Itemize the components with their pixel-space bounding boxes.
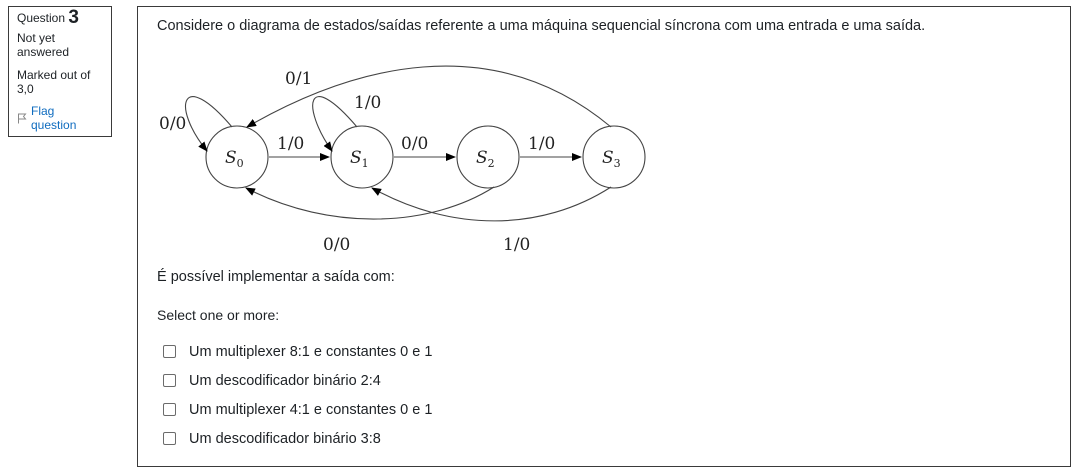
state-label-s0: $S_0$ [225, 148, 244, 170]
edge-label-s0-self: 0/0 [159, 114, 187, 134]
answer-label[interactable]: Um descodificador binário 2:4 [189, 372, 381, 389]
answer-checkbox[interactable] [163, 374, 176, 387]
question-number-value: 3 [68, 7, 79, 28]
answer-label[interactable]: Um multiplexer 8:1 e constantes 0 e 1 [189, 343, 433, 360]
answer-checkbox[interactable] [163, 403, 176, 416]
state-label-s2: $S_2$ [476, 148, 495, 170]
answer-label[interactable]: Um descodificador binário 3:8 [189, 430, 381, 447]
answer-checkbox[interactable] [163, 345, 176, 358]
answer-option[interactable] [163, 366, 432, 395]
question-prompt: É possível implementar a saída com: [157, 269, 395, 285]
edge-label-s2-s3: 1/0 [528, 134, 556, 154]
question-number [17, 7, 103, 28]
state-diagram [151, 57, 671, 257]
state-label-s3: $S_3$ [602, 148, 621, 170]
select-instruction: Select one or more: [157, 307, 280, 323]
edge-label-s1-s2: 0/0 [401, 134, 429, 154]
question-content [137, 6, 1071, 467]
answer-checkbox[interactable] [163, 432, 176, 445]
answer-option[interactable] [163, 395, 432, 424]
edge-label-s1-self: 1/0 [354, 93, 382, 113]
state-label-s1: $S_1$ [350, 148, 369, 170]
question-state: Not yet answered [17, 31, 70, 59]
edge-label-s2-s0: 0/0 [323, 235, 351, 255]
transition-s0-self [186, 97, 232, 151]
answer-option[interactable] [163, 424, 432, 453]
edge-label-s0-s1: 1/0 [277, 134, 305, 154]
transition-s3-s1 [372, 187, 611, 221]
edge-label-s3-s1: 1/0 [503, 235, 531, 255]
question-grade: Marked out of 3,0 [17, 68, 91, 96]
flag-question-link[interactable] [17, 104, 103, 132]
question-info-panel [8, 6, 112, 137]
answer-options [163, 337, 432, 453]
question-text: Considere o diagrama de estados/saídas referente a uma máquina sequencial síncrona com uma entrada e uma saída. [157, 18, 926, 34]
answer-label[interactable]: Um multiplexer 4:1 e constantes 0 e 1 [189, 401, 433, 418]
flag-question-label: Flag question [31, 104, 77, 132]
answer-option[interactable] [163, 337, 432, 366]
edge-label-s3-s0: 0/1 [285, 69, 313, 89]
flag-icon [17, 113, 27, 124]
question-word: Question [17, 11, 66, 25]
transition-s2-s0 [246, 187, 494, 219]
